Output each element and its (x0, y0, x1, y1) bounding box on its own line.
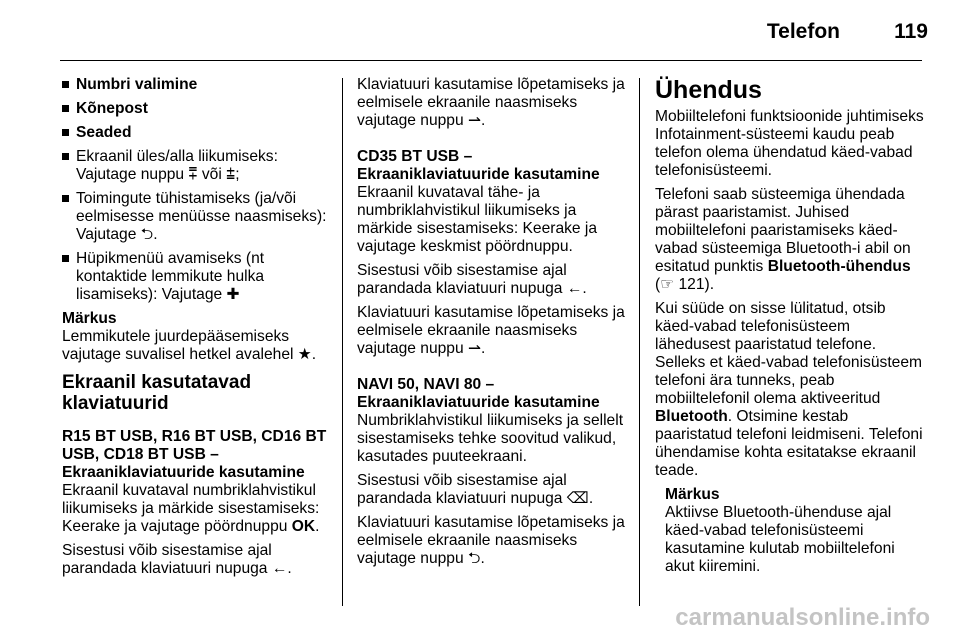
page-number: 119 (894, 20, 928, 43)
bullet-item: Ekraanil üles/alla liikumiseks: Vajutage nuppu ⩱ või ⩲; (62, 148, 334, 184)
paragraph: Ekraanil kuvataval tähe- ja numbriklahvistikul liikumiseks ja märkide sisestamiseks: Keerake ja vajutage keskmist pöördnuppu. (357, 184, 598, 255)
watermark: carmanualsonline.info (675, 604, 930, 631)
bullet-item: Kõnepost (62, 100, 334, 118)
paragraph: Sisestusi võib sisestamise ajal parandada klaviatuuri nupuga ⌫. (357, 472, 594, 507)
column-3 (655, 76, 927, 582)
note-text: Lemmikutele juurdepääsemiseks vajutage suvalisel hetkel avalehel ★. (62, 328, 317, 363)
paragraph: Klaviatuuri kasutamise lõpetamiseks ja eelmisele ekraanile naasmiseks vajutage nuppu ⇀. (357, 304, 625, 357)
paragraph: Telefoni saab süsteemiga ühendada pärast paaristamist. Juhised mobiiltelefoni paaristamiseks käed-vabad süsteemiga Bluetooth-i abil on esitatud punktis Bluetooth-ühendus (☞ 121). (655, 186, 911, 293)
paragraph: Mobiiltelefoni funktsioonide juhtimiseks Infotainment-süsteemi kaudu peab telefon olema ühendatud käed-vabad telefonisüsteemi. (655, 108, 924, 179)
paragraph: Ekraanil kuvataval numbriklahvistikul liikumiseks ja märkide sisestamiseks: Keerake ja vajutage pöördnuppu OK. (62, 482, 320, 535)
header-rule (60, 60, 922, 61)
column-divider-1 (342, 78, 343, 606)
paragraph: Sisestusi võib sisestamise ajal parandada klaviatuuri nupuga ←. (357, 262, 587, 297)
bullet-item: Seaded (62, 124, 334, 142)
note-title: Märkus (665, 486, 720, 503)
column-divider-2 (639, 78, 640, 606)
column-1 (62, 76, 334, 584)
paragraph: Kui süüde on sisse lülitatud, otsib käed-vabad telefonisüsteem lähedusest paaristatud telefone. Selleks et käed-vabad telefonisüsteem telefoni ära tunneks, peab mobiiltelefonil olema aktiveeritud Bluetooth. Otsimine kestab paaristatud telefoni leidmiseni. Telefoni ühendamise kohta esitatakse ekraanil teade. (655, 300, 923, 479)
paragraph: Sisestusi võib sisestamise ajal parandada klaviatuuri nupuga ←. (62, 542, 292, 577)
bullet-item: Numbri valimine (62, 76, 334, 94)
column-2 (357, 76, 629, 574)
section-title: Ühendus (655, 76, 762, 104)
subsection-title: R15 BT USB, R16 BT USB, CD16 BT USB, CD18 BT USB – Ekraaniklaviatuuride kasutamine (62, 428, 327, 481)
subsection-title: CD35 BT USB – Ekraaniklaviatuuride kasutamine (357, 148, 600, 183)
paragraph: Klaviatuuri kasutamise lõpetamiseks ja eelmisele ekraanile naasmiseks vajutage nuppu ⮌. (357, 514, 625, 567)
subsection-title: NAVI 50, NAVI 80 – Ekraaniklaviatuuride kasutamine (357, 376, 600, 411)
note-title: Märkus (62, 310, 117, 327)
bullet-item: Hüpikmenüü avamiseks (nt kontaktide lemmikute hulka lisamiseks): Vajutage ✚ (62, 250, 334, 304)
paragraph: Numbriklahvistikul liikumiseks ja sellelt sisestamiseks tehke soovitud valikud, kasutades puuteekraani. (357, 412, 624, 465)
page-title: Telefon (766, 20, 840, 43)
section-title: Ekraanil kasutatavad klaviatuurid (62, 372, 252, 414)
page-header (0, 0, 960, 60)
note-text: Aktiivse Bluetooth-ühenduse ajal käed-vabad telefonisüsteemi kasutamine kulutab mobiiltelefoni akut kiiremini. (665, 504, 895, 575)
paragraph: Klaviatuuri kasutamise lõpetamiseks ja eelmisele ekraanile naasmiseks vajutage nuppu ⇀. (357, 76, 625, 129)
bullet-item: Toimingute tühistamiseks (ja/või eelmisesse menüüsse naasmiseks): Vajutage ⮌. (62, 190, 334, 244)
